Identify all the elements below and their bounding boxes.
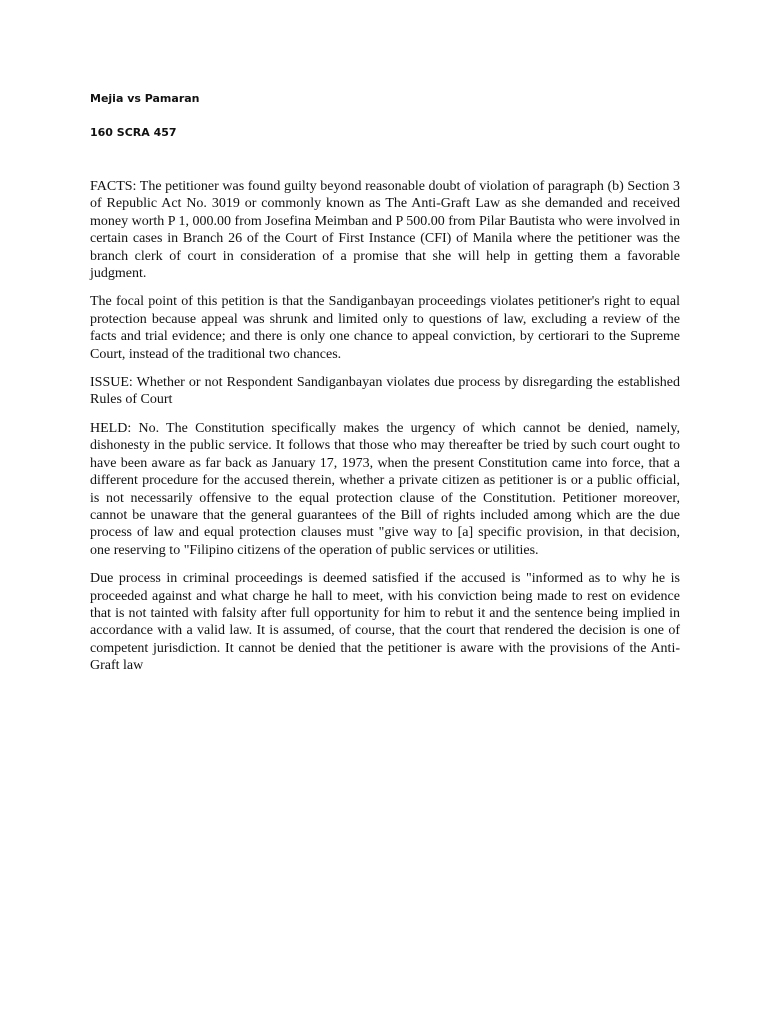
paragraph-held: HELD: No. The Constitution specifically makes the urgency of which cannot be denied, namely, dishonesty in the public service. It follows that those who may thereafter be tried by such court ought to have been aware as far back as January 17, 1973, when the present Constitution came into force, that a different procedure for the accused therein, whether a private citizen as petitioner is or a public official, is not necessarily offensive to the equal protection clause of the Constitution. Petitioner moreover, cannot be unaware that the general guarantees of the Bill of rights included among which are the due process of law and equal protection clauses must "give way to [a] specific provision, in that decision, one reserving to "Filipino citizens of the operation of public services or utilities. xyxy=(90,420,680,558)
document-body xyxy=(90,178,678,675)
paragraph-due-process: Due process in criminal proceedings is deemed satisfied if the accused is "informed as to why he is proceeded against and what charge he hall to meet, with his conviction being made to rest on evidence that is not tainted with falsity after full opportunity for him to rebut it and the sentence being implied in accordance with a valid law. It is assumed, of course, that the court that rendered the decision is one of competent jurisdiction. It cannot be denied that the petitioner is aware with the provisions of the Anti-Graft law xyxy=(90,571,680,674)
paragraph-facts: FACTS: The petitioner was found guilty beyond reasonable doubt of violation of paragraph (b) Section 3 of Republic Act No. 3019 or commonly known as The Anti-Graft Law as she demanded and received money worth P 1, 000.00 from Josefina Meimban and P 500.00 from Pilar Bautista who were involved in certain cases in Branch 26 of the Court of First Instance (CFI) of Manila where the petitioner was the branch clerk of court in consideration of a promise that she will help in getting them a favorable judgment. xyxy=(90,179,680,282)
paragraph-focal-point: The focal point of this petition is that the Sandiganbayan proceedings violates petitioner's right to equal protection because appeal was shrunk and limited only to questions of law, excluding a review of the facts and trial evidence; and there is only one chance to appeal conviction, by certiorari to the Supreme Court, instead of the traditional two chances. xyxy=(90,294,680,362)
document-title: Mejia vs Pamaran xyxy=(90,92,200,105)
paragraph-issue: ISSUE: Whether or not Respondent Sandiganbayan violates due process by disregarding the established Rules of Court xyxy=(90,375,680,408)
case-citation: 160 SCRA 457 xyxy=(90,126,177,139)
